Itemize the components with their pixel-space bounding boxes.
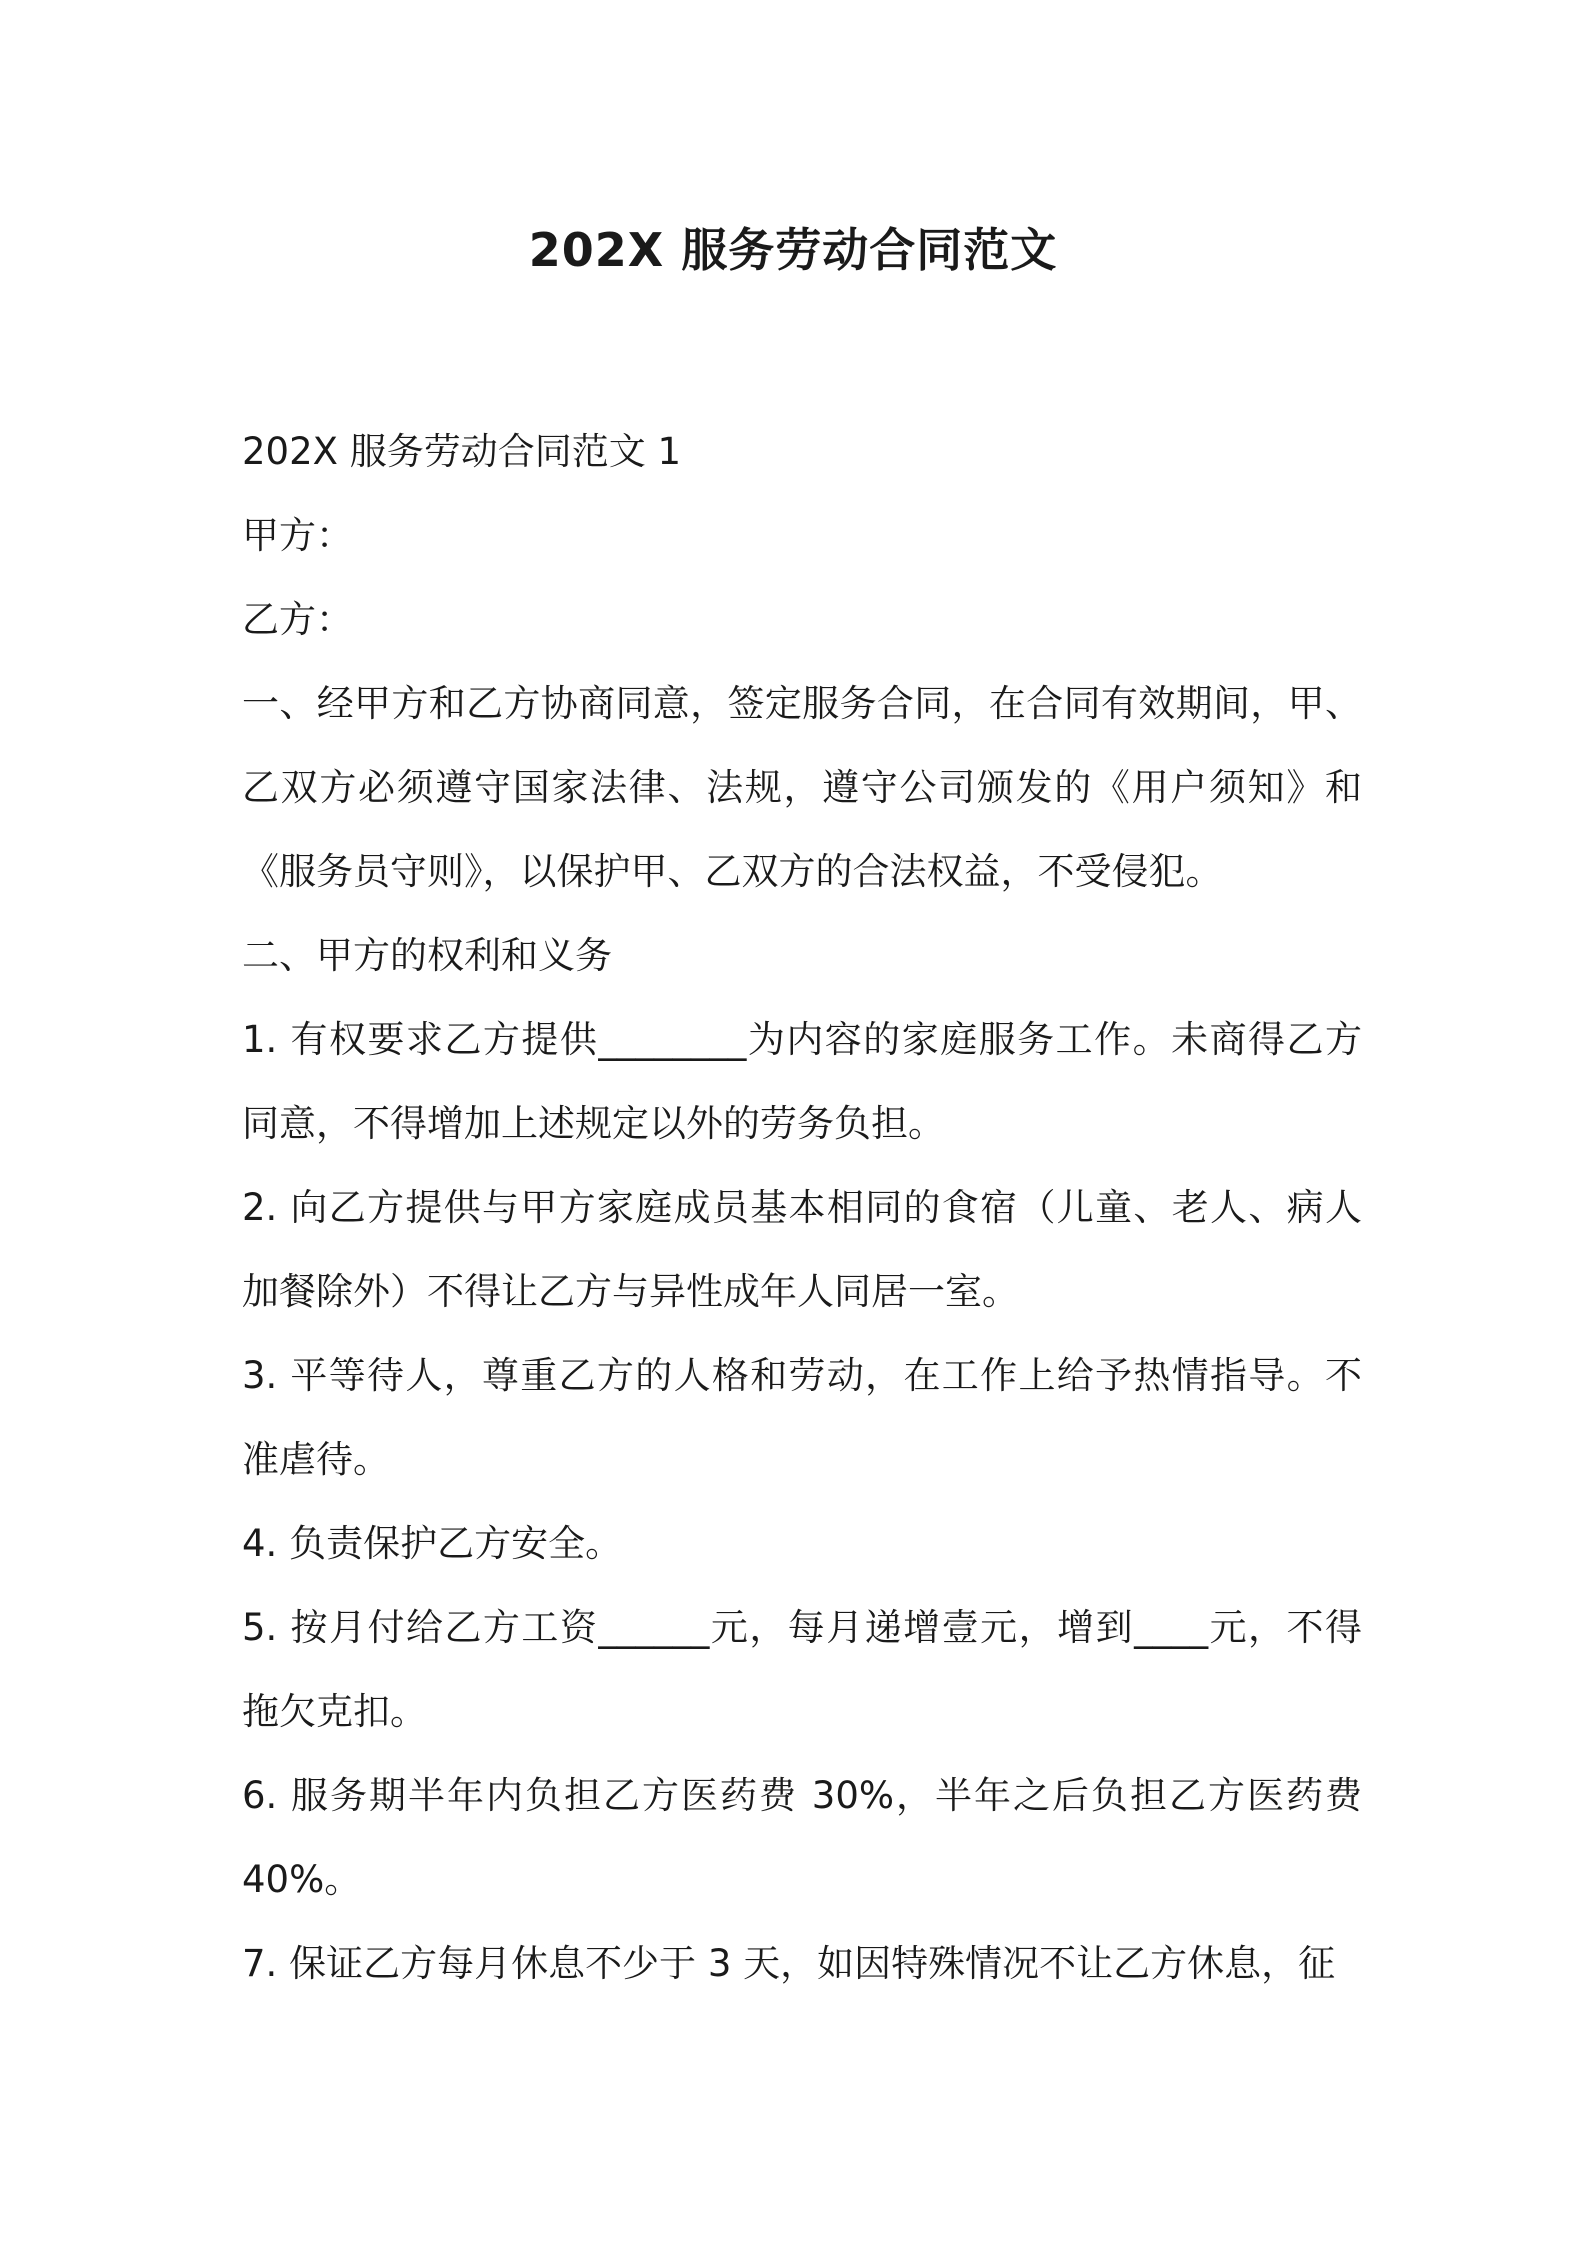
item-4: 4. 负责保护乙方安全。 — [242, 1522, 623, 1565]
document-title: 202X 服务劳动合同范文 — [528, 223, 1058, 277]
item-2: 2. 向乙方提供与甲方家庭成员基本相同的食宿（儿童、老人、病人加餐除外）不得让乙方与异性成年人同居一室。 — [242, 1186, 1362, 1313]
clause-2-heading: 二、甲方的权利和义务 — [242, 934, 612, 977]
item-7: 7. 保证乙方每月休息不少于 3 天，如因特殊情况不让乙方休息，征 — [242, 1942, 1336, 1985]
item-3: 3. 平等待人，尊重乙方的人格和劳动，在工作上给予热情指导。不准虐待。 — [242, 1354, 1362, 1481]
section-heading: 202X 服务劳动合同范文 1 — [242, 430, 682, 473]
item-5: 5. 按月付给乙方工资______元，每月递增壹元，增到____元，不得拖欠克扣。 — [242, 1606, 1362, 1733]
document-body — [242, 410, 1362, 2006]
party-b-line: 乙方： — [242, 598, 353, 641]
clause-1: 一、经甲方和乙方协商同意，签定服务合同，在合同有效期间，甲、乙双方必须遵守国家法律、法规，遵守公司颁发的《用户须知》和《服务员守则》，以保护甲、乙双方的合法权益，不受侵犯。 — [242, 682, 1362, 893]
item-6: 6. 服务期半年内负担乙方医药费 30%，半年之后负担乙方医药费 40%。 — [242, 1774, 1362, 1901]
party-a-line: 甲方： — [242, 514, 353, 557]
item-1: 1. 有权要求乙方提供________为内容的家庭服务工作。未商得乙方同意，不得增加上述规定以外的劳务负担。 — [242, 1018, 1362, 1145]
